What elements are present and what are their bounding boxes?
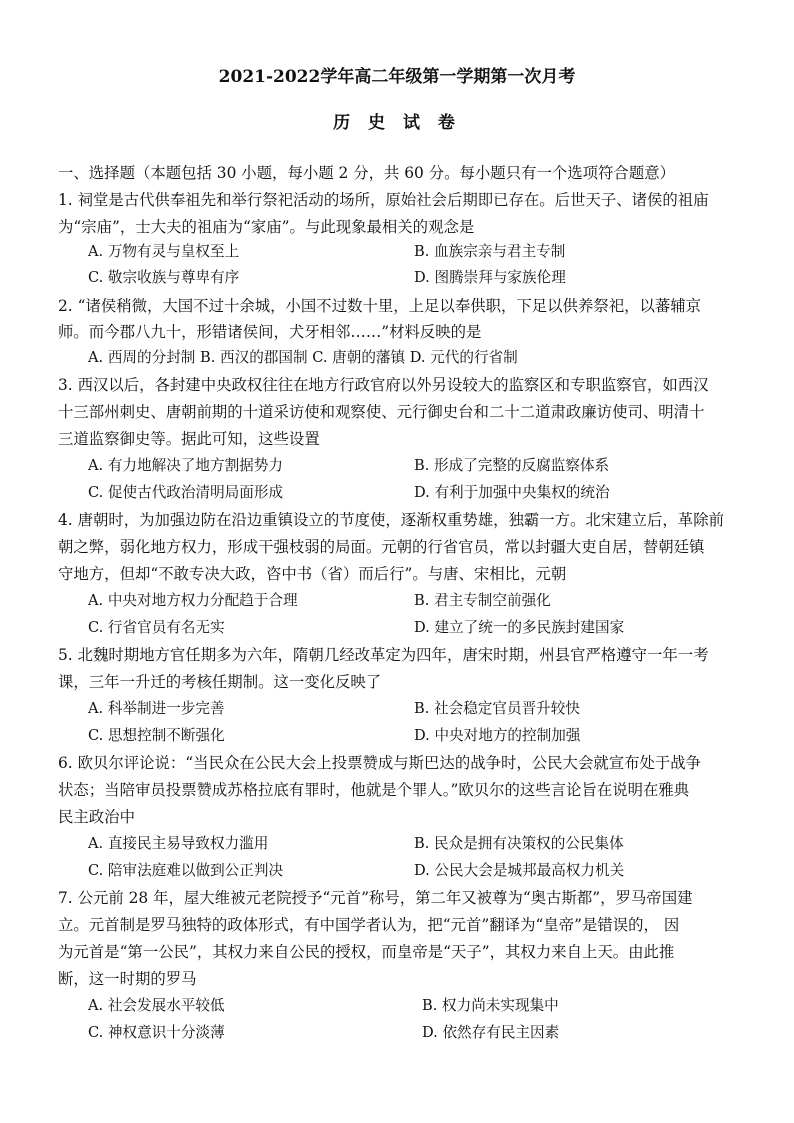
section-heading: 一、选择题（本题包括 30 小题，每小题 2 分，共 60 分。每小题只有一个选项符合题意） (58, 164, 675, 182)
question-4-option-d: D. 建立了统一的多民族封建国家 (414, 619, 625, 636)
question-2-line-2: 师。而今郡八九十，形错诸侯间，犬牙相邻……”材料反映的是 (58, 323, 482, 341)
question-1-option-d: D. 图腾崇拜与家族伦理 (414, 269, 566, 286)
question-7-option-d: D. 依然存有民主因素 (422, 1024, 560, 1041)
question-3-line-1: 3. 西汉以后，各封建中央政权往往在地方行政官府以外另设较大的监察区和专职监察官，如西汉 (58, 376, 709, 394)
question-7-line-1: 7. 公元前 28 年，屋大维被元老院授予“元首”称号，第二年又被尊为“奥古斯都”，罗马帝国建 (58, 889, 693, 907)
exam-title: 2021-2022学年高二年级第一学期第一次月考 (218, 67, 576, 87)
question-5-option-b: B. 社会稳定官员晋升较快 (414, 700, 580, 717)
question-1-line-2: 为“宗庙”，士大夫的祖庙为“家庙”。与此现象最相关的观念是 (58, 218, 475, 236)
question-5-option-c: C. 思想控制不断强化 (88, 727, 225, 744)
question-7-option-a: A. 社会发展水平较低 (88, 997, 225, 1014)
question-5-line-2: 课，三年一升迁的考核任期制。这一变化反映了 (58, 673, 382, 691)
question-5-line-1: 5. 北魏时期地方官任期多为六年，隋朝几经改革定为四年，唐宋时期，州县官严格遵守一年一考 (58, 646, 709, 664)
question-2-options: A. 西周的分封制 B. 西汉的郡国制 C. 唐朝的藩镇 D. 元代的行省制 (88, 349, 518, 366)
question-7-option-c: C. 神权意识十分淡薄 (88, 1024, 225, 1041)
question-6-option-a: A. 直接民主易导致权力滥用 (88, 835, 269, 852)
question-1-option-a: A. 万物有灵与皇权至上 (88, 243, 240, 260)
question-1-line-1: 1. 祠堂是古代供奉祖先和举行祭祀活动的场所，原始社会后期即已存在。后世天子、诸侯的祖庙 (58, 191, 709, 209)
question-5-option-a: A. 科举制进一步完善 (88, 700, 225, 717)
question-4-option-b: B. 君主专制空前强化 (414, 592, 551, 609)
question-5-option-d: D. 中央对地方的控制加强 (414, 727, 581, 744)
question-2-line-1: 2. “诸侯稍微，大国不过十余城，小国不过数十里，上足以奉供职，下足以供养祭祀，以蕃辅京 (58, 297, 702, 315)
question-1-option-c: C. 敬宗收族与尊卑有序 (88, 269, 240, 286)
question-4-line-2: 朝之弊，弱化地方权力，形成干强枝弱的局面。元朝的行省官员，常以封疆大吏自居，替朝廷镇 (58, 538, 705, 556)
question-4-line-3: 守地方，但却“不敢专决大政，咨中书（省）而后行”。与唐、宋相比，元朝 (58, 565, 567, 583)
question-1-option-b: B. 血族宗亲与君主专制 (414, 243, 566, 260)
question-7-line-4: 断，这一时期的罗马 (58, 970, 197, 988)
question-6-line-3: 民主政治中 (58, 808, 135, 826)
question-7-line-3: 为元首是“第一公民”，其权力来自公民的授权，而皇帝是“天子”，其权力来自上天。由此推 (58, 943, 675, 961)
subject-title: 历 史 试 卷 (333, 113, 461, 133)
question-3-option-c: C. 促使古代政治清明局面形成 (88, 484, 284, 501)
question-3-line-3: 三道监察御史等。据此可知，这些设置 (58, 430, 320, 448)
question-3-option-a: A. 有力地解决了地方割据势力 (88, 457, 283, 474)
question-6-line-1: 6. 欧贝尔评论说：“当民众在公民大会上投票赞成与斯巴达的战争时，公民大会就宣布处于战争 (58, 754, 702, 772)
question-6-option-c: C. 陪审法庭难以做到公正判决 (88, 862, 284, 879)
question-4-option-a: A. 中央对地方权力分配趋于合理 (88, 592, 298, 609)
question-4-option-c: C. 行省官员有名无实 (88, 619, 225, 636)
question-4-line-1: 4. 唐朝时，为加强边防在沿边重镇设立的节度使，逐渐权重势雄，独霸一方。北宋建立后，革除前 (58, 511, 724, 529)
question-3-option-b: B. 形成了完整的反腐监察体系 (414, 457, 610, 474)
question-3-line-2: 十三部州刺史、唐朝前期的十道采访使和观察使、元行御史台和二十二道肃政廉访使司、明清十 (58, 403, 705, 421)
question-6-line-2: 状态；当陪审员投票赞成苏格拉底有罪时，他就是个罪人。”欧贝尔的这些言论旨在说明在雅典 (58, 781, 690, 799)
question-6-option-b: B. 民众是拥有决策权的公民集体 (414, 835, 624, 852)
question-7-option-b: B. 权力尚未实现集中 (422, 997, 559, 1014)
question-6-option-d: D. 公民大会是城邦最高权力机关 (414, 862, 625, 879)
question-3-option-d: D. 有利于加强中央集权的统治 (414, 484, 610, 501)
question-7-line-2: 立。元首制是罗马独特的政体形式，有中国学者认为，把“元首”翻译为“皇帝”是错误的， 因 (58, 916, 680, 934)
